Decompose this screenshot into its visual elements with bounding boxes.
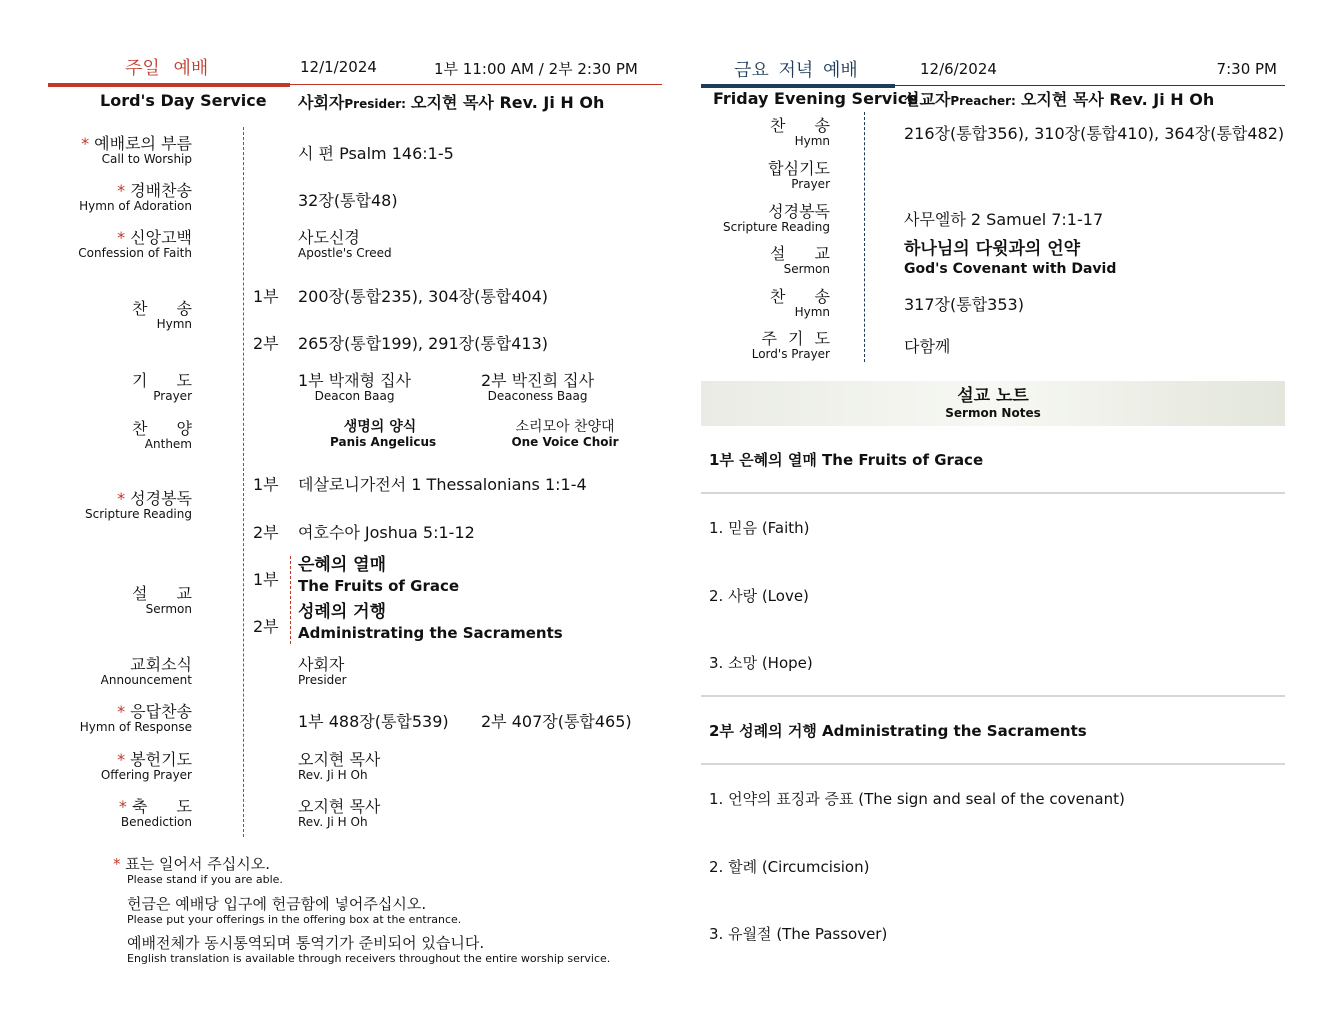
- label-en: Sermon: [783, 262, 830, 276]
- value-en: Deaconess Baag: [487, 389, 588, 403]
- sermon-notes-title-en: Sermon Notes: [945, 406, 1041, 420]
- note-en: Please put your offerings in the offering box at the entrance.: [127, 913, 462, 926]
- divider: [701, 763, 1285, 765]
- label-ko: 응답찬송: [130, 702, 192, 721]
- label-hymn: [132, 300, 192, 331]
- label-en: Scripture Reading: [85, 507, 192, 521]
- notes-part1-point: 2. 사랑 (Love): [709, 587, 809, 605]
- label-ko: 찬 송: [770, 116, 830, 135]
- note-ko: 표는 일어서 주십시오.: [125, 855, 270, 873]
- value-hymn-of-response-part2: 2부 407장(통합465): [481, 712, 632, 731]
- friday-label-scripture: [723, 203, 830, 234]
- sermon-title-en: The Fruits of Grace: [298, 577, 460, 595]
- required-star: *: [117, 702, 126, 721]
- sermon-notes-header: [701, 381, 1285, 426]
- part-1-marker: 1부: [253, 570, 279, 589]
- part-2-marker: 2부: [253, 334, 279, 353]
- sermon-title-en: God's Covenant with David: [904, 261, 1117, 277]
- label-ko: 주 기 도: [761, 329, 830, 348]
- friday-value-hymn-2: 317장(통합353): [904, 295, 1024, 314]
- value-en: Rev. Ji H Oh: [298, 768, 368, 782]
- label-en: Hymn: [156, 317, 192, 331]
- label-benediction: [119, 798, 192, 829]
- required-star: *: [117, 228, 126, 247]
- friday-title-ko: 금요 저녁 예배: [734, 60, 858, 81]
- label-ko: 교회소식: [130, 655, 192, 674]
- preacher-label-ko: 설교자: [904, 90, 951, 109]
- label-ko: 예배로의 부름: [94, 134, 192, 153]
- required-star: *: [117, 181, 126, 200]
- label-ko: 설 교: [132, 584, 192, 603]
- label-en: Prayer: [153, 389, 192, 403]
- value-ko: 오지현 목사: [298, 750, 381, 769]
- part-1-marker: 1부: [253, 475, 279, 494]
- label-ko: 합심기도: [768, 159, 830, 178]
- notes-part2-heading: 2부 성례의 거행 Administrating the Sacraments: [709, 722, 1087, 740]
- preacher-name: 오지현 목사 Rev. Ji H Oh: [1020, 90, 1215, 109]
- friday-label-hymn: [770, 117, 830, 148]
- sunday-accent-bar: [48, 83, 290, 87]
- value-en: Deacon Baag: [314, 389, 395, 403]
- part-2-marker: 2부: [253, 617, 279, 636]
- label-en: Anthem: [144, 437, 192, 451]
- sermon-title-ko: 성례의 거행: [298, 602, 387, 622]
- note-ko: 헌금은 예배당 입구에 헌금함에 넣어주십시오.: [127, 895, 427, 913]
- sunday-header-rule: [290, 84, 662, 85]
- value-en: One Voice Choir: [511, 435, 619, 449]
- required-star: *: [113, 855, 121, 873]
- label-en: Benediction: [120, 815, 192, 829]
- required-star: *: [117, 750, 126, 769]
- friday-date: 12/6/2024: [920, 60, 997, 78]
- sermon-title-en: Administrating the Sacraments: [298, 624, 563, 642]
- sunday-title-en: Lord's Day Service: [100, 91, 267, 110]
- friday-header-rule: [895, 85, 1285, 86]
- label-en: Lord's Prayer: [751, 347, 830, 361]
- notes-part1-heading: 1부 은혜의 열매 The Fruits of Grace: [709, 451, 984, 469]
- notes-part2-point: 1. 언약의 표징과 증표 (The sign and seal of the covenant): [709, 790, 1125, 808]
- friday-divider: [864, 112, 865, 362]
- label-en: Hymn of Adoration: [79, 199, 192, 213]
- label-en: Call to Worship: [101, 152, 192, 166]
- friday-value-scripture: 사무엘하 2 Samuel 7:1-17: [904, 210, 1104, 229]
- sunday-time: 1부 11:00 AM / 2부 2:30 PM: [434, 60, 638, 78]
- label-anthem: [132, 420, 192, 451]
- value-sermon-part2: [298, 601, 563, 643]
- value-prayer-part1: [298, 372, 411, 403]
- label-confession-of-faith: [78, 229, 192, 260]
- value-ko: 2부 박진희 집사: [481, 371, 595, 390]
- friday-time: 7:30 PM: [1216, 60, 1277, 78]
- sunday-date: 12/1/2024: [300, 58, 377, 76]
- friday-label-prayer: [768, 160, 830, 191]
- value-ko: 오지현 목사: [298, 797, 381, 816]
- presider-name: 오지현 목사 Rev. Ji H Oh: [411, 93, 605, 112]
- notes-part2-point: 2. 할례 (Circumcision): [709, 858, 870, 876]
- notes-part1-point: 1. 믿음 (Faith): [709, 519, 810, 537]
- label-ko: 신앙고백: [130, 228, 192, 247]
- label-en: Scripture Reading: [723, 220, 830, 234]
- value-en: Panis Angelicus: [330, 435, 437, 449]
- value-benediction: [298, 798, 380, 829]
- value-hymn-of-adoration: 32장(통합48): [298, 191, 398, 210]
- note-stand: [113, 855, 283, 886]
- value-prayer-part2: [481, 372, 594, 403]
- value-confession-of-faith: [298, 229, 392, 260]
- friday-label-lords-prayer: [752, 330, 830, 361]
- value-en: Rev. Ji H Oh: [298, 815, 368, 829]
- value-hymn-of-response-part1: 1부 488장(통합539): [298, 712, 449, 731]
- label-ko: 경배찬송: [130, 181, 192, 200]
- label-en: Announcement: [100, 673, 192, 687]
- divider: [701, 695, 1285, 697]
- label-ko: 성경봉독: [768, 202, 830, 221]
- friday-label-hymn-2: [770, 288, 830, 319]
- note-translation: [127, 934, 610, 965]
- friday-label-sermon: [770, 245, 830, 276]
- sunday-divider: [243, 127, 244, 837]
- label-ko: 찬 양: [132, 419, 192, 438]
- label-en: Prayer: [791, 177, 830, 191]
- label-ko: 성경봉독: [130, 489, 192, 508]
- label-ko: 찬 송: [770, 287, 830, 306]
- label-prayer: [132, 372, 192, 403]
- label-en: Offering Prayer: [100, 768, 192, 782]
- value-ko: 1부 박재형 집사: [298, 371, 412, 390]
- friday-preacher: [904, 87, 1214, 110]
- value-anthem-choir: [506, 419, 624, 449]
- label-en: Hymn: [794, 134, 830, 148]
- value-scripture-part1: 데살로니가전서 1 Thessalonians 1:1-4: [298, 475, 587, 494]
- label-ko: 기 도: [132, 371, 192, 390]
- value-anthem-title: [330, 419, 437, 449]
- sunday-title-ko: 주일 예배: [125, 58, 209, 79]
- friday-title-en: Friday Evening Service: [713, 89, 919, 108]
- required-star: *: [118, 797, 127, 816]
- notes-part1-point: 3. 소망 (Hope): [709, 654, 813, 672]
- label-en: Hymn of Response: [79, 720, 192, 734]
- value-ko: 사도신경: [298, 228, 360, 247]
- value-hymn-part1: 200장(통합235), 304장(통합404): [298, 287, 549, 306]
- sermon-notes-title-ko: 설교 노트: [957, 386, 1029, 406]
- value-call-to-worship: 시 편 Psalm 146:1-5: [298, 144, 454, 163]
- label-en: Hymn: [794, 305, 830, 319]
- value-ko: 생명의 양식: [343, 419, 417, 435]
- value-ko: 사회자: [298, 655, 345, 674]
- label-hymn-of-response: [80, 703, 192, 734]
- friday-accent-bar: [701, 84, 895, 88]
- presider-label-ko: 사회자: [298, 93, 345, 112]
- note-offering: [127, 895, 461, 926]
- notes-part2-point: 3. 유월절 (The Passover): [709, 925, 888, 943]
- label-sermon: [132, 585, 192, 616]
- value-hymn-part2: 265장(통합199), 291장(통합413): [298, 334, 549, 353]
- sermon-title-ko: 하나님의 다윗과의 언약: [904, 239, 1081, 259]
- value-ko: 소리모아 찬양대: [515, 419, 615, 435]
- value-offering-prayer: [298, 751, 380, 782]
- part-2-marker: 2부: [253, 523, 279, 542]
- label-scripture-reading: [85, 490, 192, 521]
- required-star: *: [81, 134, 90, 153]
- friday-value-sermon: [904, 239, 1116, 278]
- sermon-title-ko: 은혜의 열매: [298, 555, 387, 575]
- presider-label-en: Presider:: [344, 97, 406, 111]
- label-ko: 축 도: [132, 797, 192, 816]
- divider: [701, 492, 1285, 494]
- label-en: Sermon: [145, 602, 192, 616]
- value-en: Presider: [298, 673, 347, 687]
- sermon-divider: [290, 556, 291, 644]
- value-announcement: [298, 656, 347, 687]
- friday-value-hymn: 216장(통합356), 310장(통합410), 364장(통합482): [904, 124, 1285, 143]
- note-en: English translation is available through receivers throughout the entire worship service.: [127, 952, 611, 965]
- preacher-label-en: Preacher:: [950, 94, 1016, 108]
- label-ko: 찬 송: [132, 299, 192, 318]
- value-en: Apostle's Creed: [298, 246, 392, 260]
- label-ko: 설 교: [770, 244, 830, 263]
- part-1-marker: 1부: [253, 287, 279, 306]
- value-sermon-part1: [298, 554, 459, 596]
- note-en: Please stand if you are able.: [127, 873, 283, 886]
- note-ko: 예배전체가 동시통역되며 통역기가 준비되어 있습니다.: [127, 934, 485, 952]
- required-star: *: [117, 489, 126, 508]
- sunday-presider: [298, 90, 604, 113]
- friday-value-lords-prayer: 다함께: [904, 337, 951, 356]
- label-offering-prayer: [101, 751, 192, 782]
- label-announcement: [101, 656, 192, 687]
- label-en: Confession of Faith: [78, 246, 192, 260]
- label-ko: 봉헌기도: [130, 750, 192, 769]
- label-call-to-worship: [81, 135, 192, 166]
- label-hymn-of-adoration: [79, 182, 192, 213]
- value-scripture-part2: 여호수아 Joshua 5:1-12: [298, 523, 475, 542]
